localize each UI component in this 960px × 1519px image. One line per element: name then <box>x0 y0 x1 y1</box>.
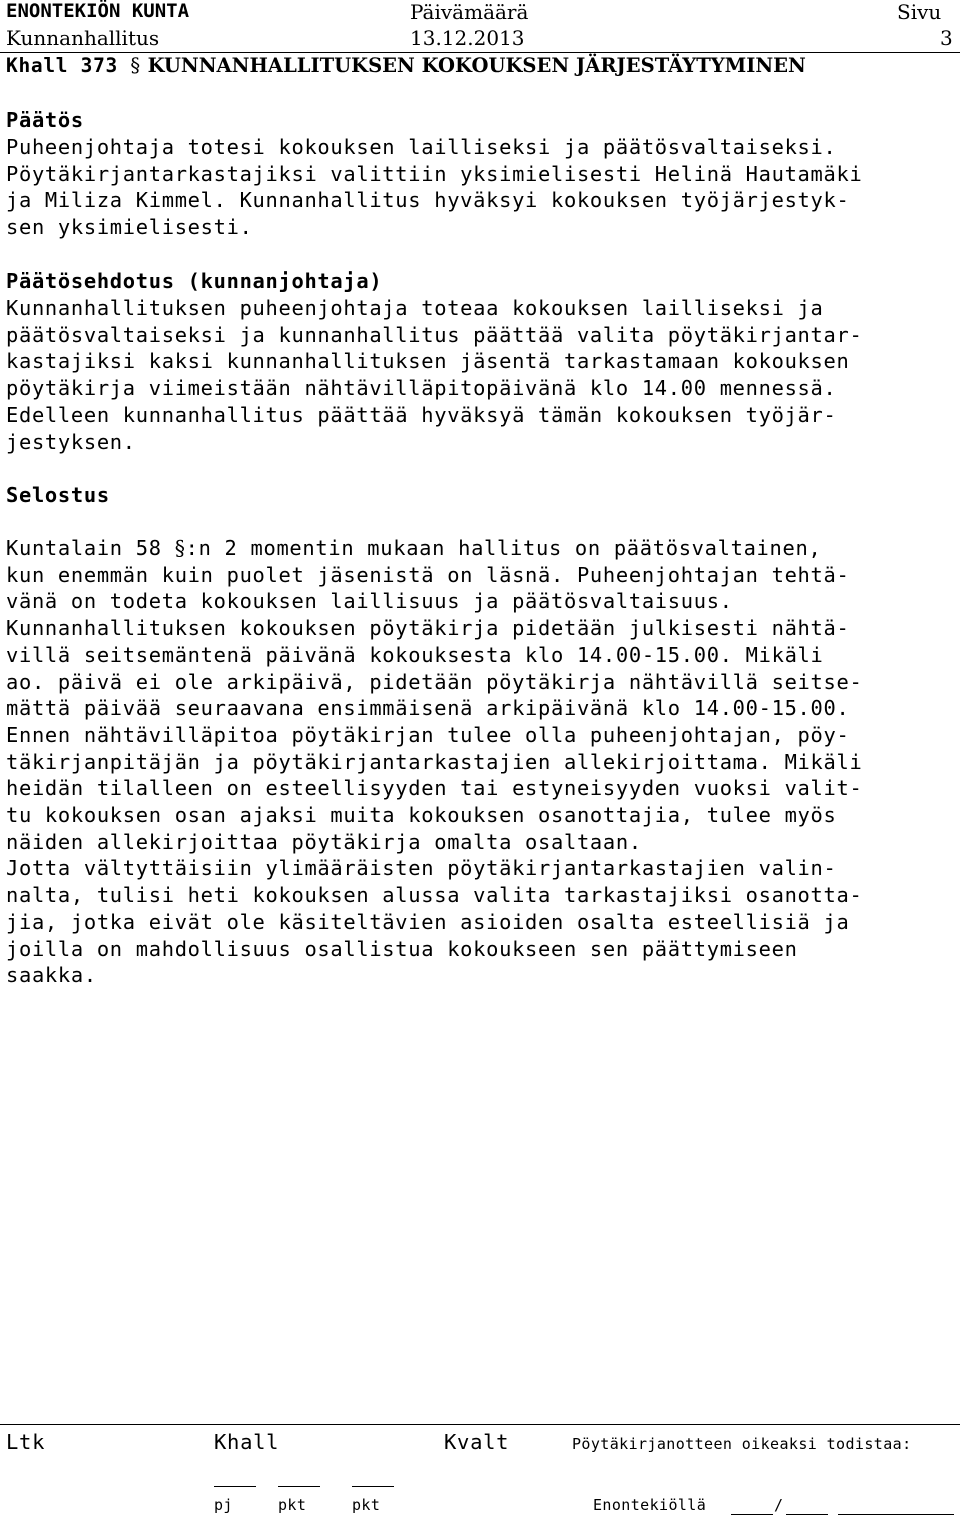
footer-place: Enontekiöllä <box>593 1496 707 1514</box>
decision-line: sen yksimielisesti. <box>6 215 253 240</box>
explanation-line: Ennen nähtävilläpitoa pöytäkirjan tulee olla puheenjohtajan, pöy- <box>6 722 850 747</box>
proposal-line: kastajiksi kaksi kunnanhallituksen jäsentä tarkastamaan kokouksen <box>6 349 850 374</box>
footer-kvalt: Kvalt <box>444 1430 510 1454</box>
decision-section <box>6 107 956 241</box>
footer-ltk: Ltk <box>6 1430 46 1454</box>
explanation-line: ao. päivä ei ole arkipäivä, pidetään pöytäkirja nähtävillä seitse- <box>6 669 863 694</box>
decision-line: Pöytäkirjantarkastajiksi valittiin yksimielisesti Helinä Hautamäki <box>6 161 863 186</box>
signature-line <box>278 1486 320 1487</box>
decision-line: Puheenjohtaja totesi kokouksen lailliseksi ja päätösvaltaiseksi. <box>6 135 837 159</box>
signature-blank <box>838 1514 954 1515</box>
explanation-text: Kuntalain 58 <box>6 536 175 560</box>
explanation-line: nalta, tulisi heti kokouksen alussa valita tarkastajiksi osanotta- <box>6 883 863 908</box>
date-label: Päivämäärä <box>410 0 529 24</box>
date-blank <box>786 1514 828 1515</box>
proposal-heading: Päätösehdotus (kunnanjohtaja) <box>6 269 383 293</box>
explanation-line: saakka. <box>6 963 97 988</box>
footer-pkt: pkt <box>278 1496 307 1514</box>
explanation-line: joilla on mahdollisuus osallistua kokoukseen sen päättymiseen <box>6 936 798 961</box>
explanation-text: :n 2 momentin mukaan hallitus on päätösvaltainen, <box>185 536 822 560</box>
section-sign: § <box>130 54 141 77</box>
page-label: Sivu <box>897 0 942 24</box>
proposal-line: pöytäkirja viimeistään nähtävilläpitopäivänä klo 14.00 mennessä. <box>6 376 837 401</box>
decision-line: ja Miliza Kimmel. Kunnanhallitus hyväksyi kokouksen työjärjestyk- <box>6 188 850 213</box>
explanation-line: jia, jotka eivät ole käsiteltävien asioiden osalta esteellisiä ja <box>6 909 850 934</box>
body-name: Kunnanhallitus <box>6 26 160 50</box>
explanation-line: näiden allekirjoittaa pöytäkirja omalta osaltaan. <box>6 829 642 854</box>
footer-rule <box>0 1424 960 1425</box>
footer-certify: Pöytäkirjanotteen oikeaksi todistaa: <box>572 1435 912 1453</box>
proposal-line: jestyksen. <box>6 429 136 454</box>
proposal-line: päätösvaltaiseksi ja kunnanhallitus päättää valita pöytäkirjantar- <box>6 322 863 347</box>
footer-pkt: pkt <box>352 1496 381 1514</box>
explanation-line: heidän tilalleen on esteellisyyden tai estyneisyyden vuoksi valit- <box>6 776 863 801</box>
footer-slash: / <box>774 1496 784 1514</box>
org-name: ENONTEKIÖN KUNTA <box>6 0 190 22</box>
explanation-line <box>6 535 956 562</box>
proposal-line: Edelleen kunnanhallitus päättää hyväksyä tämän kokouksen työjär- <box>6 402 837 427</box>
explanation-line: kun enemmän kuin puolet jäsenistä on läsnä. Puheenjohtajan tehtä- <box>6 562 850 587</box>
explanation-line: Jotta vältyttäisiin ylimääräisten pöytäkirjantarkastajien valin- <box>6 856 837 881</box>
meeting-date: 13.12.2013 <box>410 26 525 50</box>
date-blank <box>731 1514 773 1515</box>
explanation-section <box>6 482 956 989</box>
explanation-line: Kunnanhallituksen kokouksen pöytäkirja pidetään julkisesti nähtä- <box>6 616 850 641</box>
signature-line <box>214 1486 256 1487</box>
explanation-line: mättä päivää seuraavana ensimmäisenä arkipäivänä klo 14.00-15.00. <box>6 696 850 721</box>
footer-khall: Khall <box>214 1430 280 1454</box>
explanation-line: tu kokouksen osan ajaksi muita kokouksen osanottajia, tulee myös <box>6 803 837 828</box>
header-rule <box>0 52 960 53</box>
case-name: KUNNANHALLITUKSEN KOKOUKSEN JÄRJESTÄYTYMINEN <box>140 54 806 77</box>
case-title <box>6 54 806 77</box>
explanation-line: villä seitsemäntenä päivänä kokouksesta klo 14.00-15.00. Mikäli <box>6 642 824 667</box>
decision-heading: Päätös <box>6 108 84 132</box>
case-number: Khall 373 <box>6 54 131 77</box>
explanation-line: täkirjanpitäjän ja pöytäkirjantarkastajien allekirjoittama. Mikäli <box>6 749 863 774</box>
footer-pj: pj <box>214 1496 233 1514</box>
signature-line <box>352 1486 394 1487</box>
explanation-line: vänä on todeta kokouksen laillisuus ja päätösvaltaisuus. <box>6 589 733 614</box>
page-number: 3 <box>940 26 953 50</box>
section-sign: § <box>174 536 186 560</box>
proposal-section <box>6 268 956 455</box>
explanation-heading: Selostus <box>6 483 110 507</box>
proposal-line: Kunnanhallituksen puheenjohtaja toteaa kokouksen lailliseksi ja <box>6 296 824 320</box>
